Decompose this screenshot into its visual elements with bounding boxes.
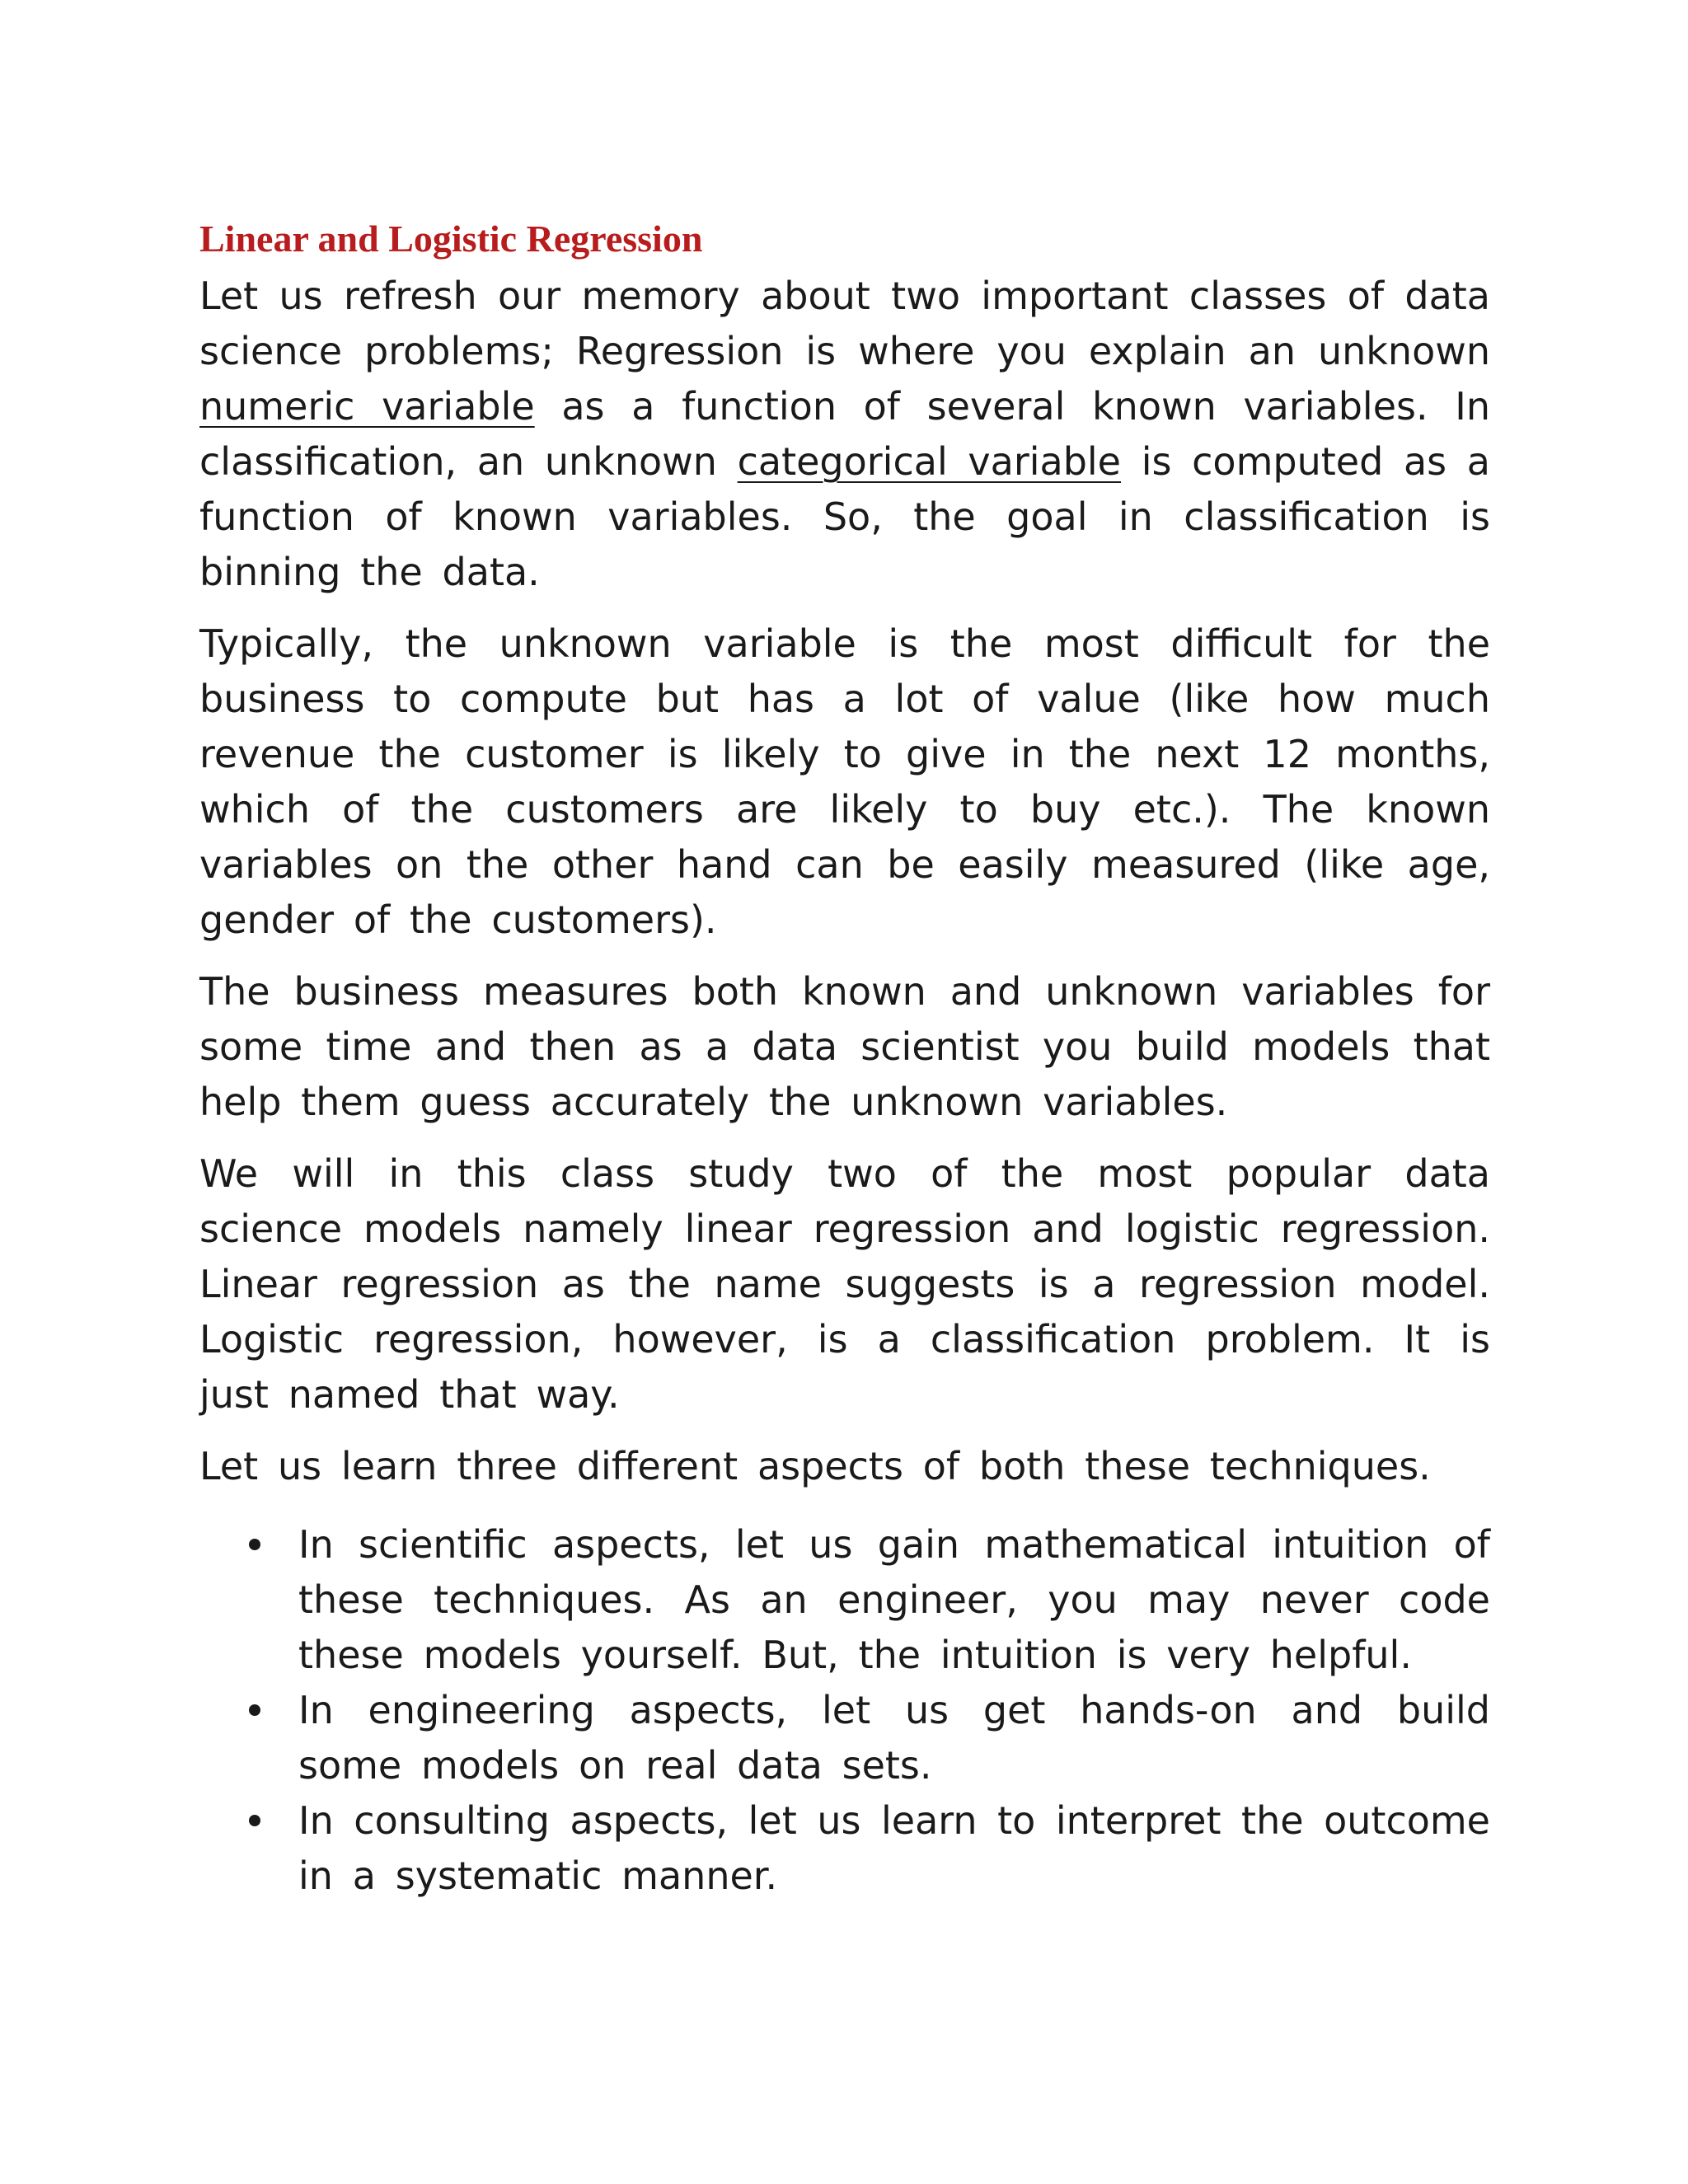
list-item — [199, 1517, 1490, 1683]
paragraph1-text-c: is computed as a function of known variables. So, the goal in classification is binning the data. — [199, 439, 1490, 594]
document-title: Linear and Logistic Regression — [199, 218, 703, 260]
document-body — [199, 213, 1490, 1904]
paragraph-unknown-variable: Typically, the unknown variable is the most difficult for the business to compute but has a lot of value (like how much revenue the customer is likely to give in the next 12 months, which of the customers are likely to buy etc.). The known variables on the other hand can be easily measured (like age, gender of the customers). — [199, 621, 1490, 942]
paragraph-regression-classification — [199, 269, 1490, 600]
paragraph-three-aspects: Let us learn three different aspects of both these techniques. — [199, 1444, 1431, 1488]
list-item-text: In engineering aspects, let us get hands-on and build some models on real data sets. — [298, 1688, 1490, 1788]
bullet-icon — [249, 1815, 260, 1826]
paragraph-business-measures: The business measures both known and unknown variables for some time and then as a data scientist you build models that help them guess accurately the unknown variables. — [199, 969, 1490, 1124]
paragraph1-text-a: Let us refresh our memory about two important classes of data science problems; Regression is where you explain an unknown — [199, 274, 1490, 373]
list-item-text: In scientific aspects, let us gain mathematical intuition of these techniques. As an engineer, you may never code these models yourself. But, the intuition is very helpful. — [298, 1522, 1490, 1677]
aspects-bullet-list — [199, 1517, 1490, 1904]
paragraph1-text-b: as a function of several known variables. In classification, an unknown — [199, 384, 1491, 484]
paragraph-class-study: We will in this class study two of the most popular data science models namely linear regression and logistic regression. Linear regression as the name suggests is a regression model. Logistic regression, however, is a classification problem. It is just named that way. — [199, 1151, 1490, 1417]
underlined-term-categorical-variable: categorical variable — [737, 439, 1121, 484]
bullet-icon — [249, 1704, 260, 1716]
list-item — [199, 1683, 1490, 1793]
bullet-icon — [249, 1539, 260, 1550]
underlined-term-numeric-variable: numeric variable — [199, 384, 535, 429]
list-item-text: In consulting aspects, let us learn to interpret the outcome in a systematic manner. — [298, 1798, 1490, 1898]
list-item — [199, 1793, 1490, 1904]
